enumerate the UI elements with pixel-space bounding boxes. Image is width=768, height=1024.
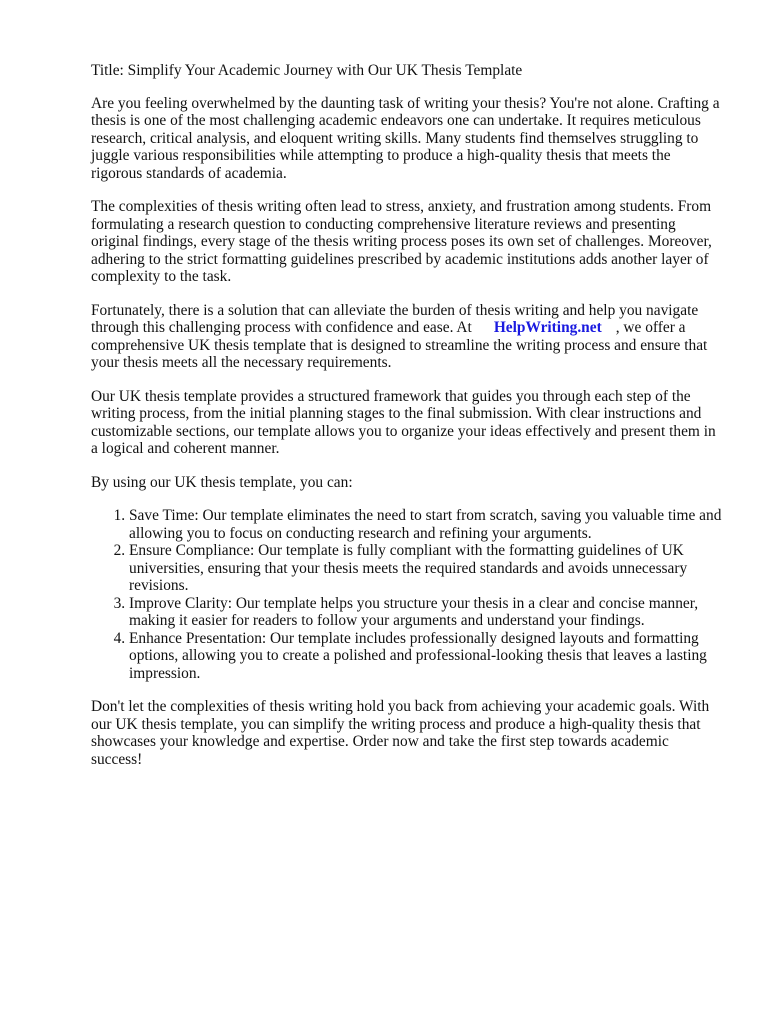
list-item: 2. Ensure Compliance: Our template is fully compliant with the formatting guidelines of UK universities, ensuring that your thesis meets the required standards and avoids unnecessary revisions. — [129, 542, 723, 595]
list-item: 4. Enhance Presentation: Our template includes professionally designed layouts and formatting options, allowing you to create a polished and professional-looking thesis that leaves a lasting impression. — [129, 630, 723, 683]
intro-paragraph: Are you feeling overwhelmed by the daunting task of writing your thesis? You're not alone. Crafting a thesis is one of the most challenging academic endeavors one can undertake. It requires meticulous research, critical analysis, and eloquent writing skills. Many students find themselves struggling to juggle various responsibilities while attempting to produce a high-quality thesis that meets the rigorous standards of academia. — [91, 94, 720, 182]
solution-text-after: , we offer a comprehensive UK thesis template that is designed to streamline the writing process and ensure that your thesis meets all the necessary requirements. — [91, 319, 708, 371]
framework-paragraph: Our UK thesis template provides a structured framework that guides you through each step of the writing process, from the initial planning stages to the final submission. With clear instructions and customizable sections, our template allows you to organize your ideas effectively and present them in a logical and coherent manner. — [91, 387, 716, 457]
document-title: Title: Simplify Your Academic Journey with Our UK Thesis Template — [91, 62, 523, 79]
list-intro: By using our UK thesis template, you can: — [91, 473, 353, 491]
complexities-paragraph: The complexities of thesis writing often lead to stress, anxiety, and frustration among students. From formulating a research question to conducting comprehensive literature reviews and presenting original findings, every stage of the thesis writing process poses its own set of challenges. Moreover, adhering to the strict formatting guidelines prescribed by academic institutions adds another layer of complexity to the task. — [91, 198, 712, 285]
solution-paragraph — [91, 302, 723, 372]
closing-paragraph: Don't let the complexities of thesis writing hold you back from achieving your academic goals. With our UK thesis template, you can simplify the writing process and produce a high-quality thesis that showcases your knowledge and expertise. Order now and take the first step towards academic success! — [91, 698, 710, 768]
list-item: 3. Improve Clarity: Our template helps you structure your thesis in a clear and concise manner, making it easier for readers to follow your arguments and understand your findings. — [129, 595, 723, 630]
solution-text-before: Fortunately, there is a solution that can alleviate the burden of thesis writing and help you navigate through this challenging process with confidence and ease. At — [91, 301, 699, 336]
document-page — [91, 62, 723, 784]
helpwriting-link[interactable]: HelpWriting.net — [493, 319, 602, 336]
list-item: 1. Save Time: Our template eliminates the need to start from scratch, saving you valuable time and allowing you to focus on conducting research and refining your arguments. — [129, 507, 723, 542]
benefits-list — [91, 507, 723, 682]
